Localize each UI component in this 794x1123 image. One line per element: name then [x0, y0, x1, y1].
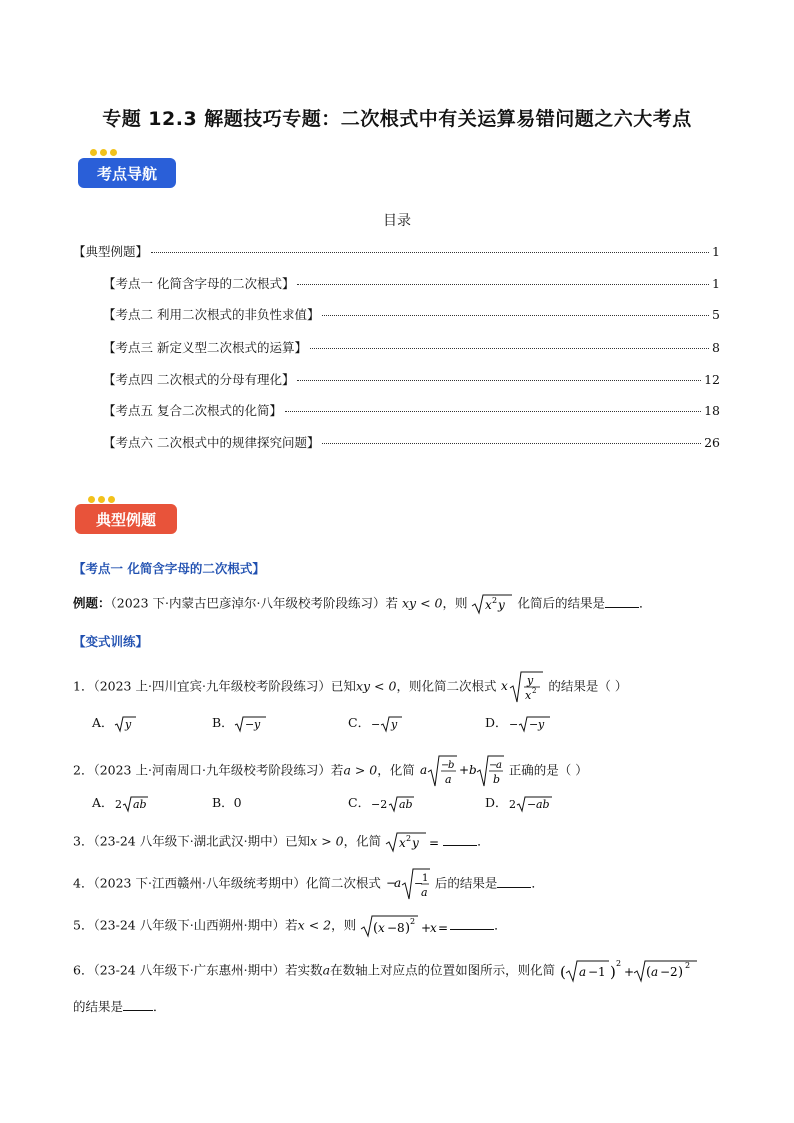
question-1: 1．（2023 上·四川宜宾·九年级校考阶段练习）已知xy < 0，则化简二次根式 x y x 2 的结果是（ ） — [73, 670, 627, 704]
svg-text:−: − — [385, 876, 396, 890]
svg-text:+: + — [624, 965, 635, 979]
svg-text:x: x — [430, 921, 437, 935]
svg-text:−: − — [244, 717, 254, 731]
svg-text:b: b — [468, 763, 477, 777]
toc-heading: 目录 — [383, 213, 411, 229]
svg-text:2: 2 — [532, 687, 537, 695]
toc-entry-4[interactable]: 【考点四 二次根式的分母有理化】 12 — [103, 372, 720, 387]
svg-text:x: x — [378, 921, 385, 935]
svg-text:−: − — [528, 717, 538, 731]
svg-text:b: b — [447, 760, 455, 771]
svg-text:1: 1 — [598, 965, 606, 979]
svg-text:−: − — [526, 797, 536, 811]
svg-text:−: − — [440, 760, 450, 771]
svg-text:−: − — [488, 760, 498, 771]
badge-dots-icon — [88, 496, 115, 503]
svg-text:y: y — [124, 717, 131, 731]
toc-entry-0[interactable]: 【典型例题】 1 — [73, 244, 720, 259]
svg-text:x: x — [525, 689, 532, 702]
svg-text:−2: −2 — [371, 797, 388, 811]
svg-text:a: a — [495, 760, 502, 771]
toc-entry-3[interactable]: 【考点三 新定义型二次根式的运算】 8 — [103, 340, 720, 355]
svg-text:2: 2 — [114, 797, 122, 811]
question-3: 3．（23-24 八年级下·湖北武汉·期中）已知x > 0，化简 x 2 y = ． — [73, 831, 490, 853]
svg-text:a: a — [419, 763, 427, 777]
svg-text:x: x — [485, 598, 493, 612]
svg-text:y: y — [412, 836, 419, 850]
svg-text:y: y — [253, 717, 260, 731]
q1-option-c[interactable]: C． − y — [348, 713, 485, 733]
question-6-cont: 的结果是 ． — [73, 999, 166, 1014]
q1-option-d[interactable]: D． − − y — [485, 713, 595, 733]
svg-text:2: 2 — [685, 961, 691, 970]
svg-text:): ) — [678, 965, 684, 980]
answer-blank — [497, 886, 531, 888]
answer-blank — [123, 1009, 153, 1011]
example-question: 例题：（2023 下·内蒙古巴彦淖尔·八年级校考阶段练习）若 xy < 0，则 x 2 y 化简后的结果是 ． — [73, 593, 652, 615]
svg-text:=: = — [438, 921, 449, 935]
section-heading-1: 【考点一 化简含字母的二次根式】 — [73, 561, 265, 576]
svg-text:(: ( — [646, 965, 652, 980]
q2-option-c[interactable]: C． −2 ab — [348, 795, 413, 811]
svg-text:x: x — [399, 836, 406, 850]
svg-text:ab: ab — [399, 797, 413, 811]
question-5: 5．（23-24 八年级下·山西朔州·期中）若x < 2，则 ( x − 8 ) 2 + x = ． — [73, 914, 507, 938]
q2-option-a[interactable]: A． 2 ab — [92, 795, 147, 811]
svg-text:y: y — [537, 717, 544, 731]
question-6: 6．（23-24 八年级下·广东惠州·期中）若实数a在数轴上对应点的位置如图所示，则化简 ( a − 1 ) 2 + ( a − 2 ) 2 — [73, 958, 699, 984]
svg-text:a: a — [420, 886, 428, 899]
q2-option-b[interactable]: B．0 — [212, 795, 242, 810]
radical-x2y — [471, 593, 513, 615]
svg-text:2: 2 — [508, 797, 516, 811]
svg-text:y: y — [498, 598, 506, 612]
svg-text:x: x — [501, 679, 509, 693]
svg-text:): ) — [405, 921, 411, 936]
svg-text:−: − — [387, 921, 398, 935]
svg-text:−: − — [371, 717, 381, 731]
q1-options — [92, 713, 595, 733]
nav-badge: 考点导航 — [78, 158, 176, 188]
radical-neg-a-sqrt — [385, 867, 431, 901]
svg-text:y: y — [391, 717, 398, 731]
variant-heading: 【变式训练】 — [73, 634, 149, 649]
svg-text:2: 2 — [616, 959, 622, 968]
radical-expression-q2 — [419, 754, 505, 788]
svg-text:2: 2 — [670, 965, 678, 979]
answer-blank — [605, 606, 639, 608]
svg-text:−: − — [660, 965, 671, 979]
svg-text:2: 2 — [410, 917, 416, 926]
svg-text:−: − — [508, 717, 518, 731]
q2-option-d[interactable]: D． 2 − ab — [485, 793, 595, 813]
svg-text:−: − — [413, 877, 424, 890]
svg-text:(: ( — [560, 963, 566, 981]
page-title: 专题 12.3 解题技巧专题：二次根式中有关运算易错问题之六大考点 — [102, 108, 692, 130]
q1-option-a[interactable]: A． y — [92, 713, 212, 733]
toc-entry-5[interactable]: 【考点五 复合二次根式的化简】 18 — [103, 403, 720, 418]
svg-text:): ) — [610, 963, 616, 981]
badge-dots-icon — [90, 149, 117, 156]
svg-text:1: 1 — [421, 873, 429, 884]
answer-blank — [450, 928, 494, 930]
svg-text:−: − — [588, 965, 599, 979]
svg-text:=: = — [429, 836, 440, 850]
toc-entry-2[interactable]: 【考点二 利用二次根式的非负性求值】 5 — [103, 307, 720, 322]
svg-text:ab: ab — [535, 797, 550, 811]
radical-x-minus-8-squared — [360, 914, 449, 938]
q2-options — [92, 793, 595, 813]
answer-blank — [443, 844, 477, 846]
radical-expression-q6 — [559, 958, 699, 984]
svg-text:a: a — [651, 965, 659, 979]
svg-text:2: 2 — [406, 834, 412, 843]
svg-text:(: ( — [373, 921, 379, 936]
examples-badge: 典型例题 — [75, 504, 177, 534]
svg-text:+: + — [421, 921, 432, 935]
svg-text:a: a — [579, 965, 587, 979]
svg-text:a: a — [393, 876, 402, 890]
toc-entry-6[interactable]: 【考点六 二次根式中的规律探究问题】 26 — [103, 435, 720, 450]
question-2: 2．（2023 上·河南周口·九年级校考阶段练习）若a > 0，化简 a − b a + b − a b 正确的是（ ） — [73, 754, 588, 788]
svg-text:ab: ab — [132, 797, 147, 811]
toc-entry-1[interactable]: 【考点一 化简含字母的二次根式】 1 — [103, 276, 720, 291]
svg-text:+: + — [458, 763, 469, 777]
svg-text:a: a — [444, 773, 452, 786]
svg-text:b: b — [492, 773, 500, 786]
radical-x2y-eq — [385, 831, 439, 853]
svg-text:y: y — [527, 674, 534, 687]
radical-x-sqrt-y-over-x2 — [500, 670, 544, 704]
svg-text:2: 2 — [492, 596, 498, 605]
svg-text:8: 8 — [397, 921, 405, 935]
question-4: 4．（2023 下·江西赣州·八年级统考期中）化简二次根式 − a − 1 a 后的结果是 ． — [73, 867, 544, 901]
q1-option-b[interactable]: B． − y — [212, 713, 348, 733]
